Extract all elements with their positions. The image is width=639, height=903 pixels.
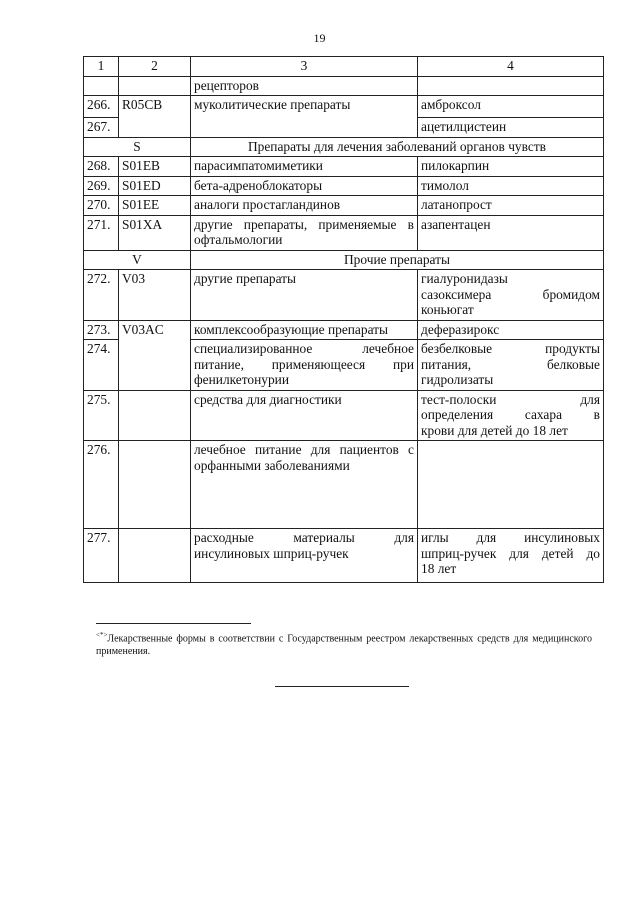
drug-name: латанопрост (418, 196, 604, 216)
pharm-group: средства для диагностики (191, 390, 418, 441)
footnote-marker: <*> (96, 631, 108, 639)
page-number: 19 (313, 31, 326, 45)
drug-line: питания, белковые (421, 356, 600, 372)
atc-code: V03AC (119, 320, 191, 340)
section-title: Препараты для лечения заболеваний органов чувств (191, 137, 604, 157)
table-row (84, 270, 604, 321)
pharm-group: комплексообразующие препараты (191, 320, 418, 340)
pharm-group (191, 215, 418, 250)
atc-code (119, 76, 191, 96)
drug-name (418, 441, 604, 529)
atc-code (119, 118, 191, 138)
pharm-group (191, 340, 418, 391)
table-row (84, 441, 604, 529)
section-row (84, 250, 604, 270)
table-row (84, 529, 604, 583)
header-cell: 1 (84, 57, 119, 77)
atc-code (119, 441, 191, 529)
drug-name (418, 270, 604, 321)
header-cell: 3 (191, 57, 418, 77)
row-number (84, 76, 119, 96)
footnote (96, 629, 592, 658)
row-number: 270. (84, 196, 119, 216)
drug-line: сазоксимера бромидом (421, 286, 600, 302)
header-cell: 4 (418, 57, 604, 77)
drug-name: ацетилцистеин (418, 118, 604, 138)
row-number: 271. (84, 215, 119, 250)
table-row (84, 340, 604, 391)
drug-name (418, 340, 604, 391)
atc-code: S01EE (119, 196, 191, 216)
drug-line: 18 лет (421, 561, 457, 576)
section-code: S (84, 137, 191, 157)
pharm-group: рецепторов (191, 76, 418, 96)
table-row (84, 157, 604, 177)
medication-table (83, 56, 604, 583)
drug-name (418, 390, 604, 441)
row-number: 273. (84, 320, 119, 340)
drug-line: безбелковые продукты (421, 341, 600, 356)
atc-code (119, 390, 191, 441)
atc-code: V03 (119, 270, 191, 321)
atc-code: S01XA (119, 215, 191, 250)
pharm-group (191, 441, 418, 529)
section-title: Прочие препараты (191, 250, 604, 270)
atc-code: S01ED (119, 176, 191, 196)
row-number: 269. (84, 176, 119, 196)
row-number: 274. (84, 340, 119, 391)
header-cell: 2 (119, 57, 191, 77)
drug-line: иглы для инсулиновых (421, 530, 600, 545)
pharm-group: аналоги простагландинов (191, 196, 418, 216)
drug-line: определения сахара в (421, 407, 600, 422)
drug-name: азапентацен (418, 215, 604, 250)
drug-line: шприц-ручек для детей до (421, 545, 600, 561)
drug-name (418, 529, 604, 583)
table-row (84, 320, 604, 340)
atc-code: R05CB (119, 96, 191, 118)
atc-code (119, 529, 191, 583)
atc-code: S01EB (119, 157, 191, 177)
section-row (84, 137, 604, 157)
drug-line: коньюгат (421, 302, 474, 317)
drug-line: гидролизаты (421, 372, 494, 387)
pharm-group (191, 529, 418, 583)
row-number: 267. (84, 118, 119, 138)
end-divider (275, 686, 409, 687)
pharm-group: муколитические препараты (191, 96, 418, 118)
pharm-group: парасимпатомиметики (191, 157, 418, 177)
atc-code (119, 340, 191, 391)
pharm-group-line: офтальмологии (194, 232, 283, 247)
table-row (84, 390, 604, 441)
table-row (84, 196, 604, 216)
drug-name: деферазирокс (418, 320, 604, 340)
pharm-group-line: фенилкетонурии (194, 372, 290, 387)
row-number: 268. (84, 157, 119, 177)
table-row (84, 176, 604, 196)
table-row (84, 96, 604, 118)
pharm-group-line: специализированное лечебное (194, 341, 414, 356)
pharm-group-line: другие препараты, применяемые в (194, 216, 414, 232)
drug-line: тест-полоски для (421, 391, 600, 407)
section-code: V (84, 250, 191, 270)
pharm-group-line: орфанными заболеваниями (194, 457, 350, 473)
footnote-divider (96, 623, 251, 624)
drug-name: пилокарпин (418, 157, 604, 177)
pharm-group-line: питание, применяющееся при (194, 356, 414, 372)
table-header-row (84, 57, 604, 77)
pharm-group-line: инсулиновых шприц-ручек (194, 545, 349, 561)
row-number: 276. (84, 441, 119, 529)
pharm-group: другие препараты (191, 270, 418, 321)
footnote-text: Лекарственные формы в соответствии с Государственным реестром лекарственных средств для медицинского применения. (96, 633, 592, 658)
row-number: 277. (84, 529, 119, 583)
table-row (84, 118, 604, 138)
drug-name: тимолол (418, 176, 604, 196)
drug-name (418, 76, 604, 96)
table-row (84, 76, 604, 96)
pharm-group (191, 118, 418, 138)
pharm-group: бета-адреноблокаторы (191, 176, 418, 196)
row-number: 266. (84, 96, 119, 118)
drug-name: амброксол (418, 96, 604, 118)
row-number: 275. (84, 390, 119, 441)
pharm-group-line: расходные материалы для (194, 530, 414, 545)
table-row (84, 215, 604, 250)
drug-line: гиалуронидазы (421, 271, 508, 286)
drug-line: крови для детей до 18 лет (421, 422, 568, 438)
pharm-group-line: лечебное питание для пациентов с (194, 442, 414, 457)
row-number: 272. (84, 270, 119, 321)
